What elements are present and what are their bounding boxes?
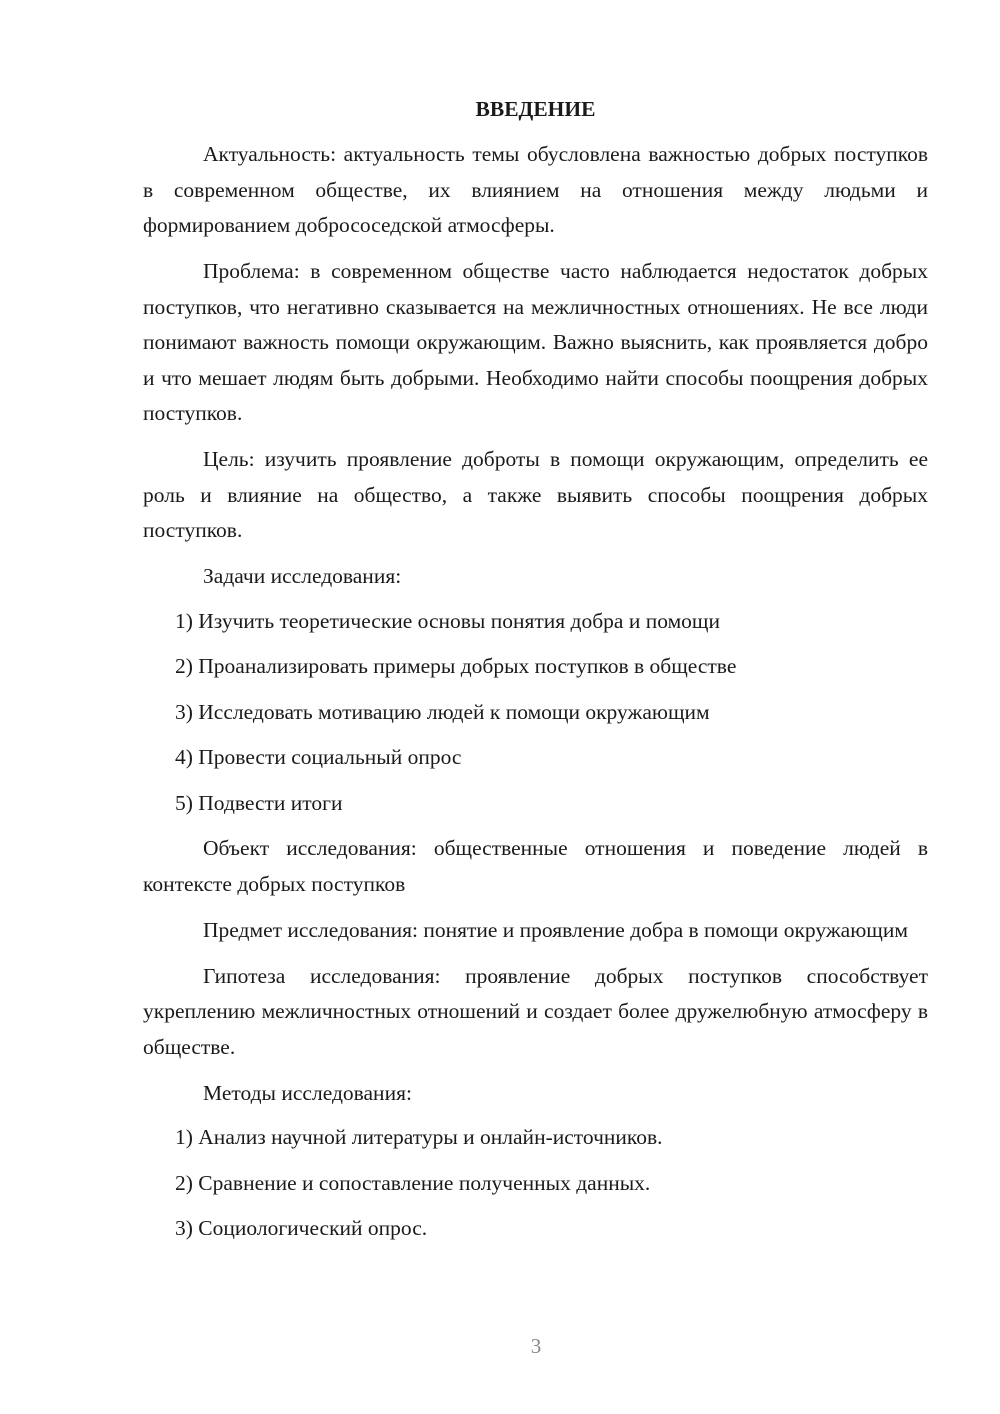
list-item: 4) Провести социальный опрос xyxy=(175,745,462,769)
page-number: 3 xyxy=(530,1334,542,1358)
goal-paragraph: Цель: изучить проявление доброты в помощи окружающим, определить ее роль и влияние на общество, а также выявить способы поощрения добрых поступков. xyxy=(143,447,928,542)
subject-paragraph: Предмет исследования: понятие и проявление добра в помощи окружающим xyxy=(203,917,908,942)
problem-paragraph: Проблема: в современном обществе часто наблюдается недостаток добрых поступков, что негативно сказывается на межличностных отношениях. Не все люди понимают важность помощи окружающим. Важно выяснить, как проявляется добро и что мешает людям быть добрыми. Необходимо найти способы поощрения добрых поступков. xyxy=(143,259,928,425)
methods-list xyxy=(143,1120,928,1247)
tasks-heading: Задачи исследования: xyxy=(203,564,402,588)
list-item: 1) Анализ научной литературы и онлайн-источников. xyxy=(175,1125,663,1149)
relevance-paragraph: Актуальность: актуальность темы обусловлена важностью добрых поступков в современном обществе, их влиянием на отношения между людьми и формированием добрососедской атмосферы. xyxy=(143,142,928,237)
list-item: 5) Подвести итоги xyxy=(175,790,343,815)
list-item: 1) Изучить теоретические основы понятия добра и помощи xyxy=(175,608,720,633)
list-item: 3) Исследовать мотивацию людей к помощи окружающим xyxy=(175,699,710,724)
document-page xyxy=(143,92,928,1257)
list-item: 2) Проанализировать примеры добрых поступков в обществе xyxy=(175,654,737,678)
tasks-list xyxy=(143,604,928,822)
list-item: 2) Сравнение и сопоставление полученных данных. xyxy=(175,1170,651,1195)
object-paragraph: Объект исследования: общественные отношения и поведение людей в контексте добрых поступков xyxy=(143,836,928,896)
section-title: ВВЕДЕНИЕ xyxy=(475,97,596,121)
hypothesis-paragraph: Гипотеза исследования: проявление добрых поступков способствует укреплению межличностных отношений и создает более дружелюбную атмосферу в обществе. xyxy=(143,963,928,1059)
methods-heading: Методы исследования: xyxy=(203,1080,412,1105)
list-item: 3) Социологический опрос. xyxy=(175,1216,428,1240)
